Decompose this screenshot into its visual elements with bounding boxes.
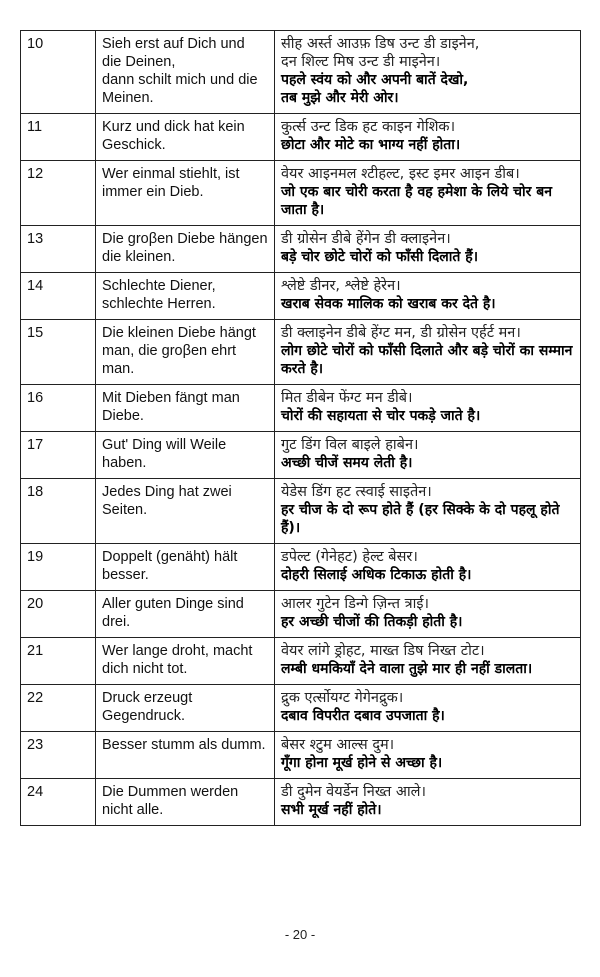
hindi-cell: [275, 779, 581, 826]
hindi-meaning: लम्बी धमकियाँ देने वाला तुझे मार ही नहीं डालता।: [281, 661, 533, 677]
table-row: [21, 320, 581, 385]
german-proverb: Sieh erst auf Dich und die Deinen, dann schilt mich und die Meinen.: [96, 31, 275, 114]
table-row: [21, 273, 581, 320]
german-proverb: Gut' Ding will Weile haben.: [96, 432, 275, 479]
table-row: [21, 226, 581, 273]
page-number: - 20 -: [284, 927, 316, 942]
row-number: 17: [21, 432, 96, 479]
german-proverb: Kurz und dick hat kein Geschick.: [96, 114, 275, 161]
hindi-cell: [275, 320, 581, 385]
transliteration: बेसर श्टुम आल्स दुम।: [281, 737, 395, 753]
transliteration: डी दुमेन वेयर्डेन निख्त आले।: [281, 784, 426, 800]
row-number: 19: [21, 544, 96, 591]
german-proverb: Jedes Ding hat zwei Seiten.: [96, 479, 275, 544]
row-number: 16: [21, 385, 96, 432]
transliteration: सीह अर्स्त आउफ़ डिष उन्ट डी डाइनेन, दन शिल्ट मिष उन्ट डी माइनेन।: [281, 36, 480, 70]
row-number: 12: [21, 161, 96, 226]
table-row: [21, 779, 581, 826]
table-row: [21, 479, 581, 544]
hindi-meaning: दबाव विपरीत दबाव उपजाता है।: [281, 708, 445, 724]
hindi-meaning: दोहरी सिलाई अधिक टिकाऊ होती है।: [281, 567, 472, 583]
transliteration: द्रुक एर्त्सोयग्ट गेगेनद्रुक।: [281, 690, 404, 706]
row-number: 21: [21, 638, 96, 685]
hindi-cell: [275, 591, 581, 638]
hindi-cell: [275, 31, 581, 114]
hindi-meaning: गूँगा होना मूर्ख होने से अच्छा है।: [281, 755, 443, 771]
hindi-cell: [275, 273, 581, 320]
table-row: [21, 685, 581, 732]
german-proverb: Besser stumm als dumm.: [96, 732, 275, 779]
transliteration: मित डीबेन फेंग्ट मन डीबे।: [281, 390, 413, 406]
german-proverb: Mit Dieben fängt man Diebe.: [96, 385, 275, 432]
transliteration: डपेल्ट (गेनेहट) हेल्ट बेसर।: [281, 549, 418, 565]
hindi-meaning: हर अच्छी चीजों की तिकड़ी होती है।: [281, 614, 463, 630]
row-number: 18: [21, 479, 96, 544]
table-row: [21, 638, 581, 685]
hindi-meaning: हर चीज के दो रूप होते हैं (हर सिक्के के दो पहलू होते हैं)।: [281, 502, 560, 536]
table-row: [21, 114, 581, 161]
german-proverb: Die groβen Diebe hängen die kleinen.: [96, 226, 275, 273]
hindi-meaning: चोरों की सहायता से चोर पकड़े जाते है।: [281, 408, 481, 424]
hindi-meaning: बड़े चोर छोटे चोरों को फाँसी दिलाते हैं।: [281, 249, 478, 265]
transliteration: कुर्त्स उन्ट डिक हट काइन गेशिक।: [281, 119, 456, 135]
row-number: 23: [21, 732, 96, 779]
hindi-cell: [275, 544, 581, 591]
hindi-cell: [275, 161, 581, 226]
transliteration: डी ग्रोसेन डीबे हेंगेन डी क्लाइनेन।: [281, 231, 451, 247]
row-number: 10: [21, 31, 96, 114]
row-number: 24: [21, 779, 96, 826]
table-row: [21, 31, 581, 114]
german-proverb: Schlechte Diener, schlechte Herren.: [96, 273, 275, 320]
hindi-meaning: जो एक बार चोरी करता है वह हमेशा के लिये चोर बन जाता है।: [281, 184, 553, 218]
hindi-meaning: खराब सेवक मालिक को खराब कर देते है।: [281, 296, 496, 312]
german-proverb: Wer einmal stiehlt, ist immer ein Dieb.: [96, 161, 275, 226]
hindi-cell: [275, 226, 581, 273]
table-row: [21, 432, 581, 479]
hindi-cell: [275, 732, 581, 779]
row-number: 22: [21, 685, 96, 732]
hindi-cell: [275, 479, 581, 544]
transliteration: आलर गुटेन डिन्गे ज़िन्त त्राई।: [281, 596, 430, 612]
table-row: [21, 544, 581, 591]
hindi-meaning: अच्छी चीजें समय लेती है।: [281, 455, 413, 471]
german-proverb: Die kleinen Diebe hängt man, die groβen ehrt man.: [96, 320, 275, 385]
transliteration: श्लेष्टे डीनर, श्लेष्टे हेरेन।: [281, 278, 401, 294]
row-number: 15: [21, 320, 96, 385]
transliteration: वेयर लांगे ड्रोहट, माख्त डिष निख्त टोट।: [281, 643, 485, 659]
row-number: 14: [21, 273, 96, 320]
german-proverb: Die Dummen werden nicht alle.: [96, 779, 275, 826]
german-proverb: Doppelt (genäht) hält besser.: [96, 544, 275, 591]
table-row: [21, 161, 581, 226]
table-row: [21, 732, 581, 779]
hindi-meaning: पहले स्वंय को और अपनी बातें देखो, तब मुझे और मेरी ओर।: [281, 72, 469, 106]
german-proverb: Wer lange droht, macht dich nicht tot.: [96, 638, 275, 685]
table-row: [21, 591, 581, 638]
row-number: 11: [21, 114, 96, 161]
row-number: 20: [21, 591, 96, 638]
transliteration: येडेस डिंग हट त्स्वाई साइतेन।: [281, 484, 432, 500]
proverbs-table-body: [21, 31, 581, 826]
transliteration: गुट डिंग विल बाइले हाबेन।: [281, 437, 419, 453]
proverbs-table: [20, 30, 581, 826]
row-number: 13: [21, 226, 96, 273]
transliteration: डी क्लाइनेन डीबे हेंग्ट मन, डी ग्रोसेन एर्हर्ट मन।: [281, 325, 521, 341]
hindi-meaning: लोग छोटे चोरों को फाँसी दिलाते और बड़े चोरों का सम्मान करते है।: [281, 343, 573, 377]
hindi-cell: [275, 114, 581, 161]
german-proverb: Druck erzeugt Gegendruck.: [96, 685, 275, 732]
transliteration: वेयर आइनमल श्टीहल्ट, इस्ट इमर आइन डीब।: [281, 166, 520, 182]
table-row: [21, 385, 581, 432]
hindi-meaning: सभी मूर्ख नहीं होते।: [281, 802, 382, 818]
hindi-cell: [275, 432, 581, 479]
german-proverb: Aller guten Dinge sind drei.: [96, 591, 275, 638]
hindi-meaning: छोटा और मोटे का भाग्य नहीं होता।: [281, 137, 461, 153]
hindi-cell: [275, 685, 581, 732]
hindi-cell: [275, 638, 581, 685]
hindi-cell: [275, 385, 581, 432]
